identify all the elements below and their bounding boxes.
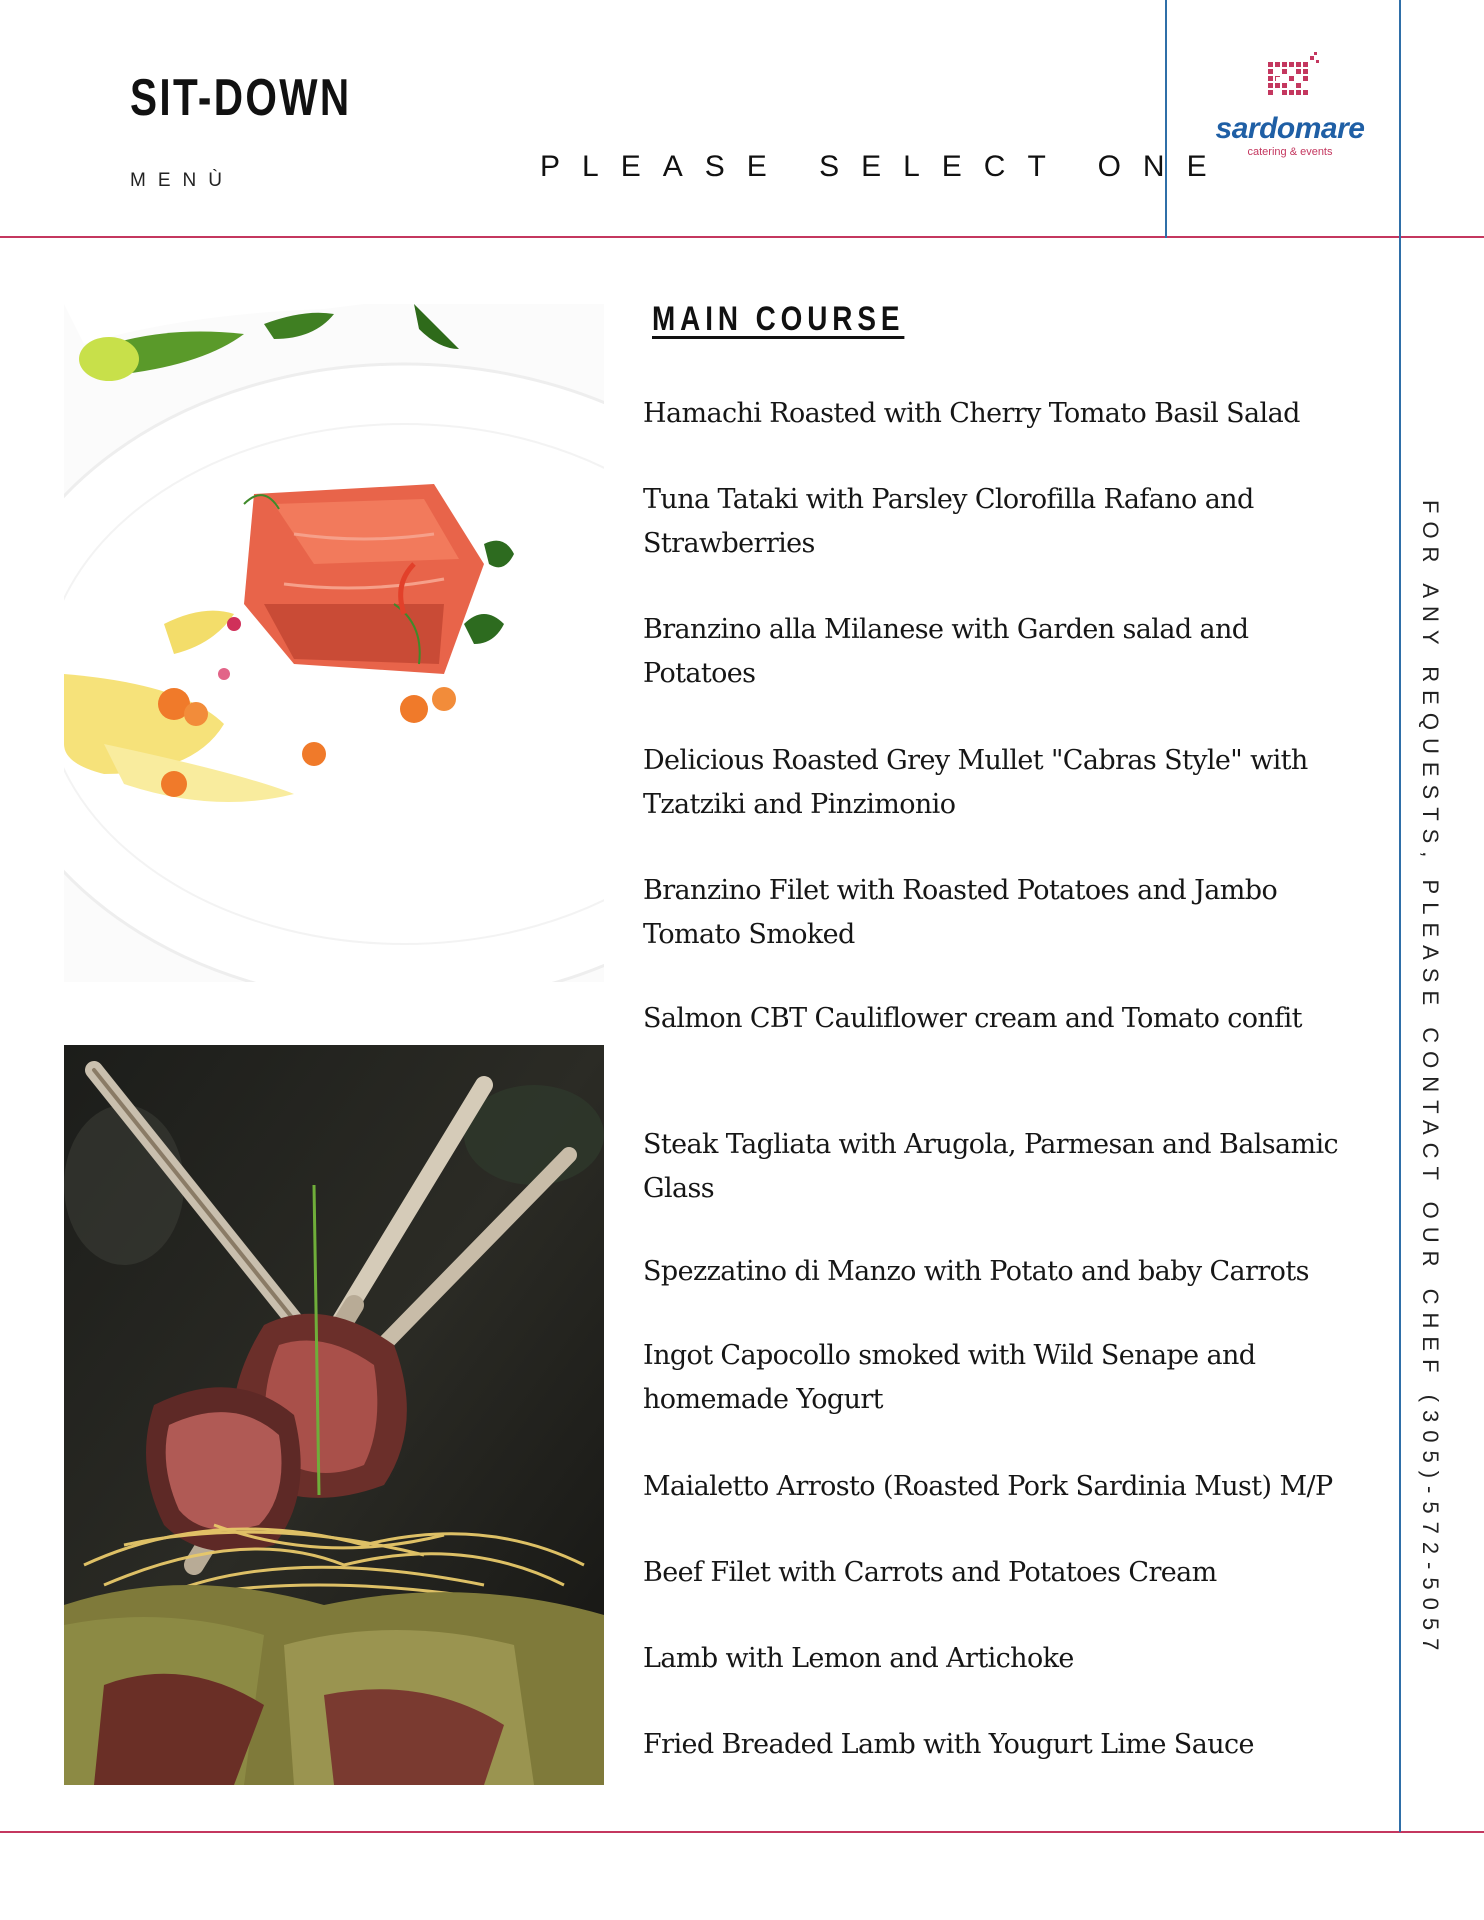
menu-item: Salmon CBT Cauliflower cream and Tomato confit [643,1003,1302,1034]
lamb-chops-photo [64,1045,604,1785]
menu-item: Tuna Tataki with Parsley Clorofilla Rafano and Strawberries [643,484,1254,559]
menu-item: Beef Filet with Carrots and Potatoes Cream [643,1557,1217,1588]
menu-item: Spezzatino di Manzo with Potato and baby Carrots [643,1256,1309,1287]
menu-item: Steak Tagliata with Arugola, Parmesan and Balsamic Glass [643,1129,1339,1204]
menu-item: Hamachi Roasted with Cherry Tomato Basil Salad [643,398,1300,429]
main-course-heading: MAIN COURSE [652,300,905,338]
side-column-divider [1399,0,1401,1832]
footer-divider [0,1831,1484,1833]
page-subtitle: MENÙ [130,170,234,191]
menu-item: Branzino alla Milanese with Garden salad and Potatoes [643,614,1249,689]
select-instruction: PLEASE SELECT ONE [540,150,1229,183]
page-title: SIT-DOWN [130,69,352,127]
menu-item: Delicious Roasted Grey Mullet "Cabras Style" with Tzatziki and Pinzimonio [643,745,1308,820]
chef-contact-note: FOR ANY REQUESTS, PLEASE CONTACT OUR CHEF (305)-572-5057 [1418,500,1443,1659]
menu-item: Fried Breaded Lamb with Yougurt Lime Sauce [643,1729,1254,1760]
logo-tagline: catering & events [1247,146,1333,158]
menu-item: Lamb with Lemon and Artichoke [643,1643,1074,1674]
header-divider [0,236,1484,238]
logo-dot-grid-icon [1266,52,1322,104]
menu-item: Ingot Capocollo smoked with Wild Senape and homemade Yogurt [643,1340,1256,1415]
logo-wordmark: sardomare [1215,112,1365,145]
menu-item: Branzino Filet with Roasted Potatoes and Jambo Tomato Smoked [643,875,1278,950]
logo-box-divider [1165,0,1167,238]
salmon-plate-photo [64,304,604,982]
menu-item: Maialetto Arrosto (Roasted Pork Sardinia Must) M/P [643,1471,1333,1502]
sardomare-logo [1190,52,1390,162]
